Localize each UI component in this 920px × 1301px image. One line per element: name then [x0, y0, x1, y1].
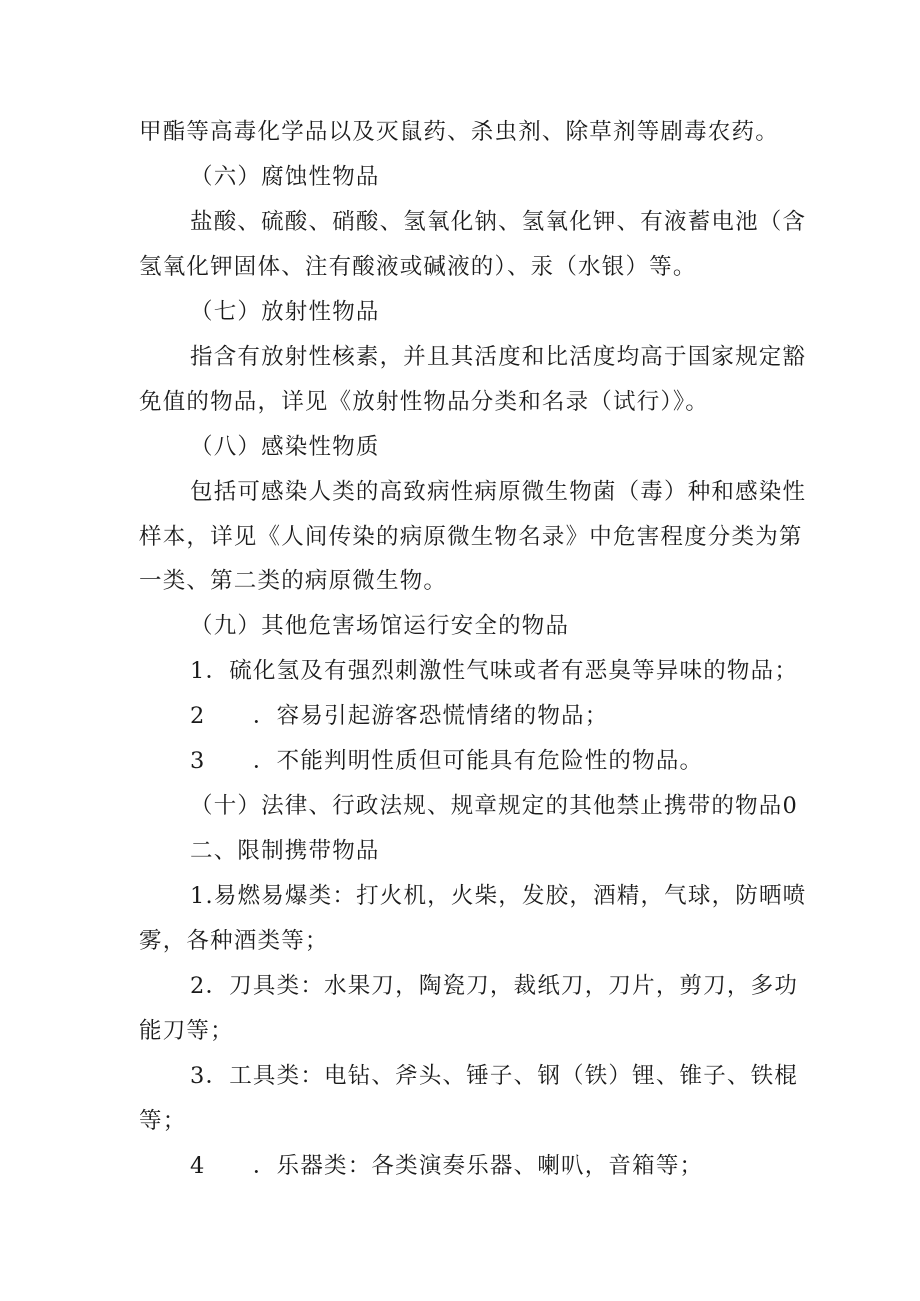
- text-line: 包括可感染人类的高致病性病原微生物菌（毒）种和感染性: [190, 479, 807, 505]
- text-line: 能刀等；: [139, 1018, 234, 1044]
- text-line: 雾，各种酒类等；: [139, 928, 329, 954]
- list-item: 3．工具类：电钻、斧头、锤子、钢（铁）锂、锥子、铁棍: [190, 1063, 799, 1089]
- section-heading-seven: （七）放射性物品: [190, 299, 380, 325]
- section-heading-restricted: 二、限制携带物品: [190, 838, 380, 864]
- list-item: 2．刀具类：水果刀，陶瓷刀，裁纸刀，刀片，剪刀，多功: [190, 973, 799, 999]
- text-line: 氢氧化钾固体、注有酸液或碱液的）、汞（水银）等。: [139, 254, 697, 280]
- list-item: 4 ．乐器类：各类演奏乐器、喇叭，音箱等；: [190, 1153, 704, 1179]
- text-line: 一类、第二类的病原微生物。: [139, 568, 448, 594]
- list-item: 3 ．不能判明性质但可能具有危险性的物品。: [190, 748, 704, 774]
- section-heading-nine: （九）其他危害场馆运行安全的物品: [190, 613, 570, 639]
- text-line: 等；: [139, 1108, 187, 1134]
- section-heading-six: （六）腐蚀性物品: [190, 164, 380, 190]
- text-line: 样本，详见《人间传染的病原微生物名录》中危害程度分类为第: [139, 524, 803, 550]
- text-line: 盐酸、硫酸、硝酸、氢氧化钠、氢氧化钾、有液蓄电池（含: [190, 209, 807, 235]
- section-heading-ten: （十）法律、行政法规、规章规定的其他禁止携带的物品0: [190, 793, 799, 819]
- text-line: 指含有放射性核素，并且其活度和比活度均高于国家规定豁: [190, 344, 807, 370]
- list-item: 2 ．容易引起游客恐慌情绪的物品；: [190, 703, 609, 729]
- section-heading-eight: （八）感染性物质: [190, 434, 380, 460]
- text-line-continuation: 甲酯等高毒化学品以及灭鼠药、杀虫剂、除草剂等剧毒农药。: [139, 119, 779, 145]
- list-item: 1.易燃易爆类：打火机，火柴，发胶，酒精，气球，防晒喷: [190, 883, 807, 909]
- text-line: 免值的物品，详见《放射性物品分类和名录（试行）》。: [139, 389, 710, 415]
- list-item: 1．硫化氢及有强烈刺激性气味或者有恶臭等异味的物品；: [190, 658, 799, 684]
